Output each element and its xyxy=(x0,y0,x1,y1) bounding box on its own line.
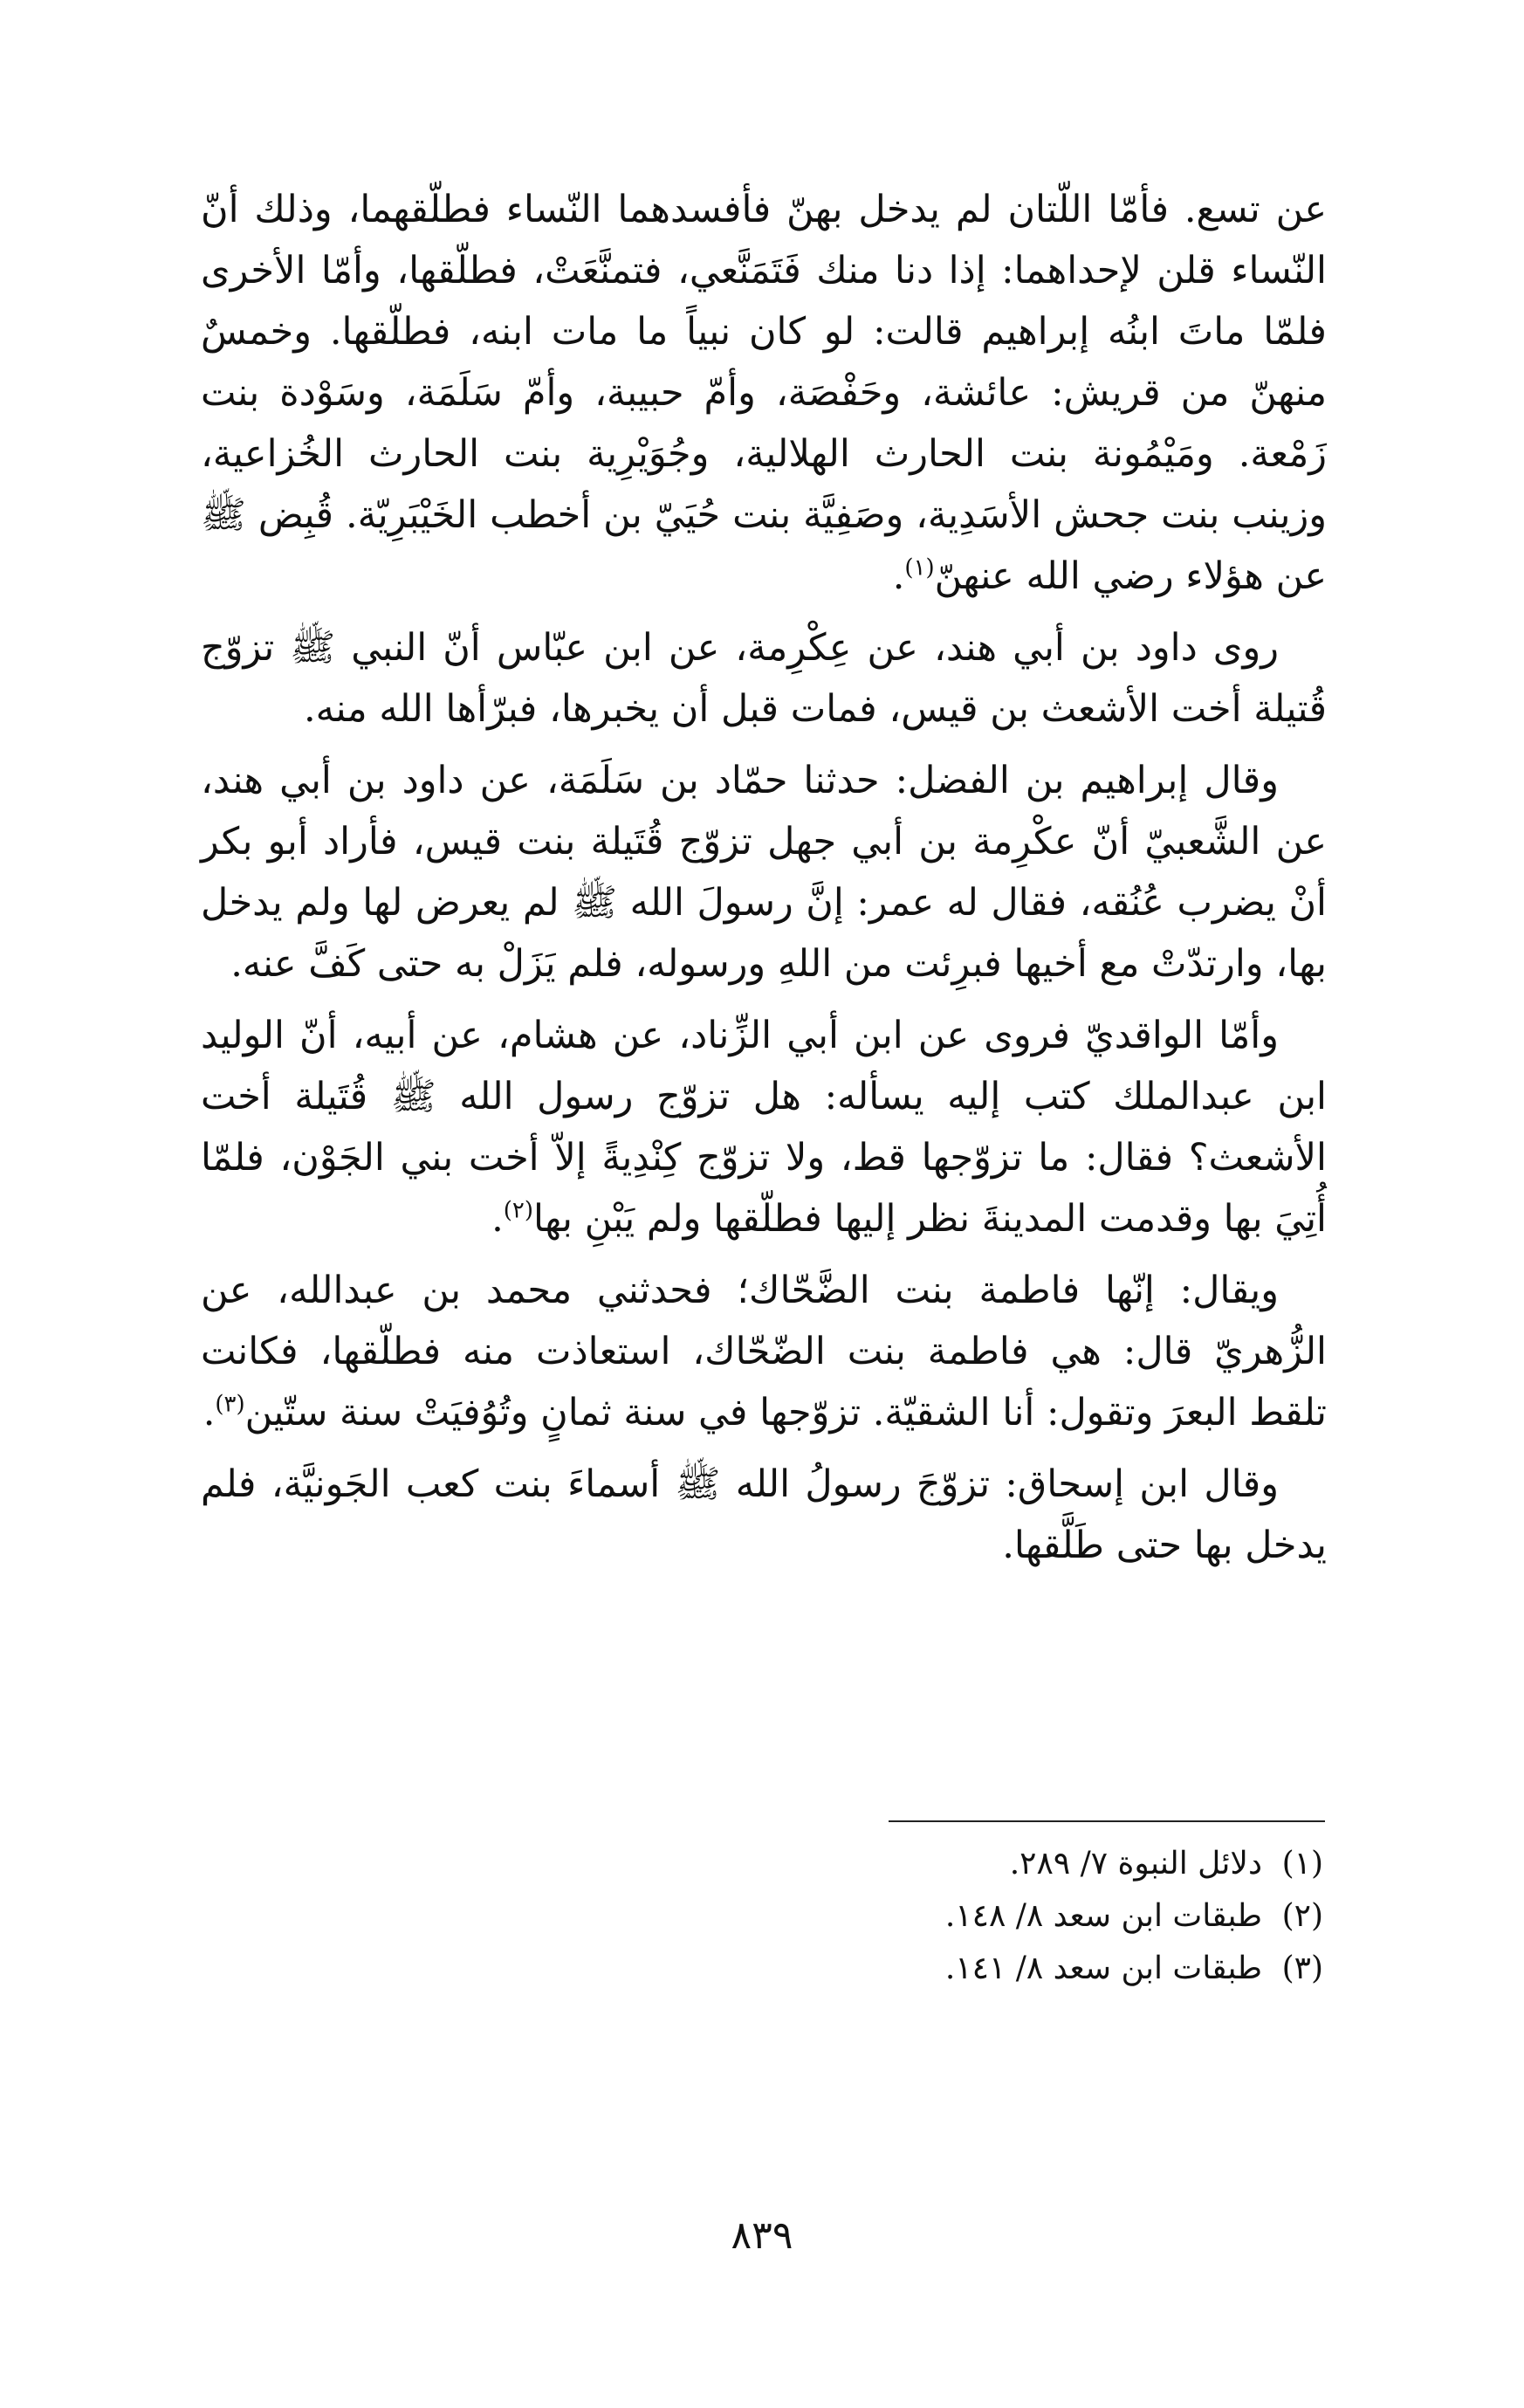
footnote-number: (٣) xyxy=(1281,1950,1323,1986)
paragraph xyxy=(201,179,1327,607)
footnote-divider xyxy=(889,1820,1325,1822)
paragraph-text: . xyxy=(892,554,905,598)
footnote-item xyxy=(538,1890,1323,1943)
paragraph xyxy=(201,617,1327,740)
paragraph-text: عن تسع. فأمّا اللّتان لم يدخل بهنّ فأفسدهما النّساء فطلّقهما، وذلك أنّ النّساء قلن لإحداهما: إذا دنا منك فَتَمَنَّعي، فتمنَّعَتْ، فطلّقها، وأمّا الأخرى فلمّا ماتَ ابنُه إبراهيم قالت: لو كان نبياً ما مات ابنه، فطلّقها. وخمسٌ منهنّ من قريش: عائشة، وحَفْصَة، وأمّ حبيبة، وأمّ سَلَمَة، وسَوْدة بنت زَمْعة. ومَيْمُونة بنت الحارث الهلالية، وجُوَيْرِية بنت الحارث الخُزاعية، وزينب بنت جحش الأسَدِية، وصَفِيَّة بنت حُيَيّ بن أخطب الخَيْبَرِيّة. قُبِض ﷺ عن هؤلاء رضي الله عنهنّ xyxy=(201,188,1327,598)
paragraph xyxy=(201,750,1327,994)
footnote-text: دلائل النبوة ٧/ ٢٨٩. xyxy=(1009,1846,1262,1882)
paragraph-text: . xyxy=(491,1197,504,1241)
paragraph xyxy=(201,1260,1327,1443)
footnote-item xyxy=(538,1838,1323,1890)
paragraph-text: روى داود بن أبي هند، عن عِكْرِمة، عن ابن عبّاس أنّ النبي ﷺ تزوّج قُتيلة أخت الأشعث بن قيس، فمات قبل أن يخبرها، فبرّأها الله منه. xyxy=(201,626,1327,731)
footnote-marker: (٣) xyxy=(215,1391,245,1418)
footnote-text: طبقات ابن سعد ٨/ ١٤١. xyxy=(944,1950,1262,1986)
footnote-item xyxy=(538,1943,1323,1995)
paragraph-text: وقال إبراهيم بن الفضل: حدثنا حمّاد بن سَلَمَة، عن داود بن أبي هند، عن الشَّعبيّ أنّ عكْرِمة بن أبي جهل تزوّج قُتَيلة بنت قيس، فأراد أبو بكر أنْ يضرب عُنُقه، فقال له عمر: إنَّ رسولَ الله ﷺ لم يعرض لها ولم يدخل بها، وارتدّتْ مع أخيها فبرِئت من اللهِ ورسوله، فلم يَزَلْ به حتى كَفَّ عنه. xyxy=(201,759,1327,986)
footnote-number: (١) xyxy=(1281,1846,1323,1882)
paragraph xyxy=(201,1005,1327,1249)
footnote-marker: (١) xyxy=(904,554,935,581)
paragraph-text: ويقال: إنّها فاطمة بنت الضَّحّاك؛ فحدثني محمد بن عبدالله، عن الزُّهريّ قال: هي فاطمة بنت الضّحّاك، استعاذت منه فطلّقها، فكانت تلقط البعرَ وتقول: أنا الشقيّة. تزوّجها في سنة ثمانٍ وتُوُفيَتْ سنة ستّين xyxy=(201,1269,1327,1434)
main-text xyxy=(201,179,1327,1586)
page-number: ٨٣٩ xyxy=(731,2213,793,2258)
paragraph-text: . xyxy=(203,1391,216,1434)
paragraph-text: وأمّا الواقديّ فروى عن ابن أبي الزِّناد، عن هشام، عن أبيه، أنّ الوليد ابن عبدالملك كتب إليه يسأله: هل تزوّج رسول الله ﷺ قُتَيلة أخت الأشعث؟ فقال: ما تزوّجها قط، ولا تزوّج كِنْدِيةً إلاّ أخت بني الجَوْن، فلمّا أُتِيَ بها وقدمت المدينةَ نظر إليها فطلّقها ولم يَبْنِ بها xyxy=(201,1014,1327,1241)
footnote-number: (٢) xyxy=(1281,1898,1323,1934)
footnote-text: طبقات ابن سعد ٨/ ١٤٨. xyxy=(944,1898,1262,1934)
footnote-marker: (٢) xyxy=(503,1197,534,1224)
paragraph xyxy=(201,1454,1327,1576)
footnotes xyxy=(538,1838,1323,1995)
paragraph-text: وقال ابن إسحاق: تزوّجَ رسولُ الله ﷺ أسماءَ بنت كعب الجَونيَّة، فلم يدخل بها حتى طَلَّقها. xyxy=(201,1462,1327,1567)
